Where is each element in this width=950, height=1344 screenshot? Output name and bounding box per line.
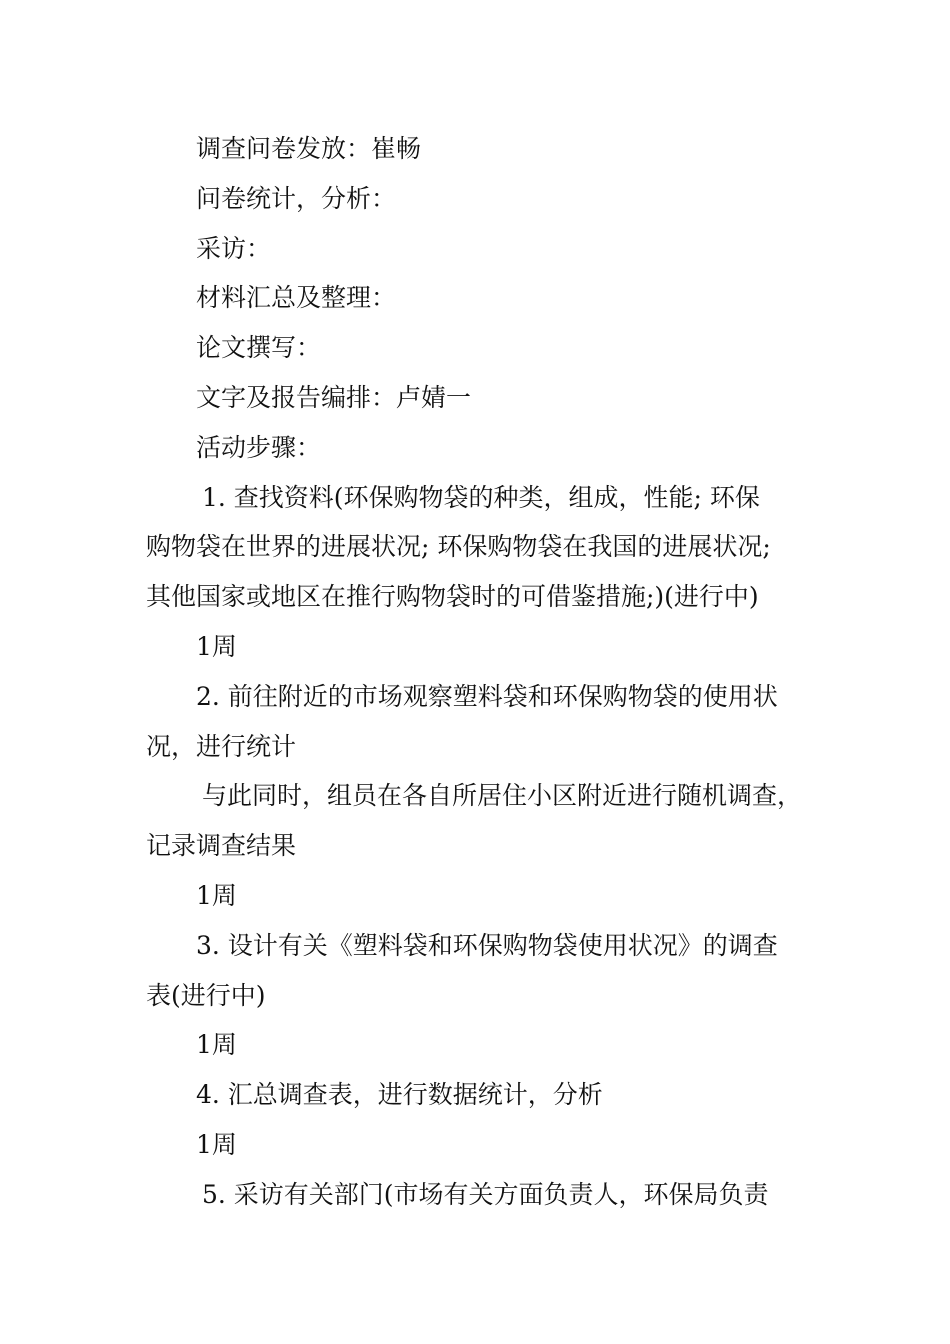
step-item: 3. 设计有关《塑料袋和环保购物袋使用状况》的调查 [196, 930, 778, 960]
text-line: 况，进行统计 [146, 731, 297, 761]
step-item: 5. 采访有关部门(市场有关方面负责人，环保局负责 [202, 1179, 769, 1209]
text-line: 调查问卷发放：崔畅 [196, 134, 422, 163]
text-line: 材料汇总及整理： [196, 283, 397, 313]
step-item: 4. 汇总调查表，进行数据统计，分析 [196, 1080, 603, 1110]
section-heading: 活动步骤： [196, 432, 322, 462]
text-line: 表(进行中) [146, 980, 266, 1010]
text-line: 采访： [196, 233, 272, 263]
text-line: 记录调查结果 [146, 831, 297, 861]
duration-label: 1周 [196, 1129, 237, 1159]
text-line: 论文撰写： [196, 333, 322, 363]
document-body [146, 124, 826, 1220]
duration-label: 1周 [196, 631, 237, 661]
text-line: 与此同时，组员在各自所居住小区附近进行随机调查， [202, 781, 803, 811]
text-line: 其他国家或地区在推行购物袋时的可借鉴措施;)(进行中) [146, 582, 759, 612]
duration-label: 1周 [196, 1030, 237, 1060]
duration-label: 1周 [196, 880, 237, 910]
step-item: 2. 前往附近的市场观察塑料袋和环保购物袋的使用状 [196, 681, 778, 711]
text-line: 文字及报告编排：卢婧一 [196, 382, 472, 412]
step-item: 1. 查找资料(环保购物袋的种类，组成，性能; 环保 [202, 482, 760, 512]
text-line: 购物袋在世界的进展状况; 环保购物袋在我国的进展状况; [146, 532, 771, 562]
text-line: 问卷统计，分析： [196, 183, 397, 213]
